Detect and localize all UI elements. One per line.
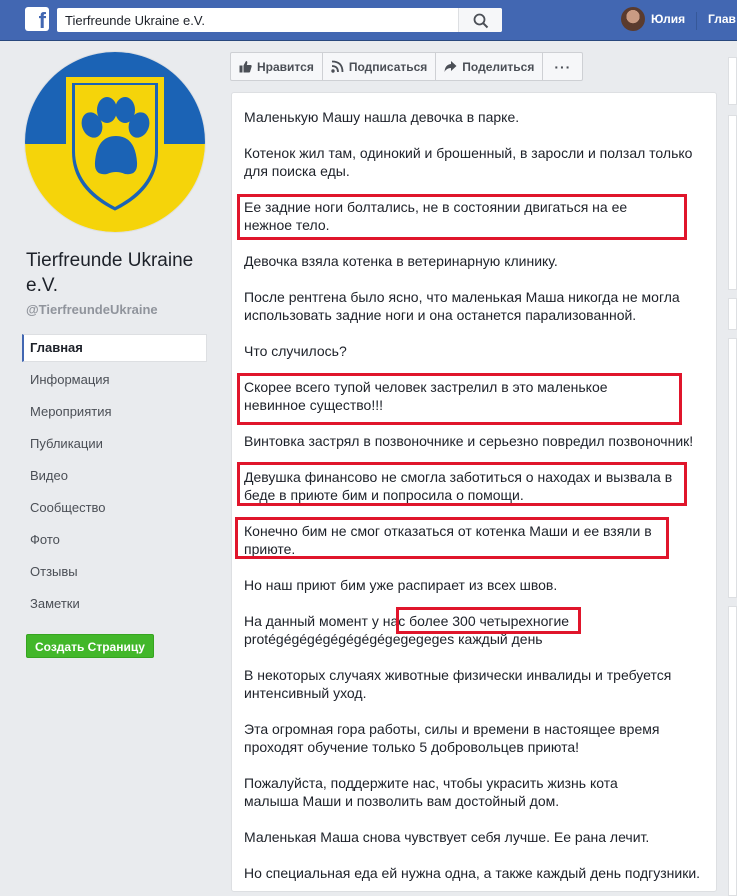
- rss-icon: [331, 60, 344, 73]
- post-paragraph: Эта огромная гора работы, силы и времени в настоящее время проходят обучение только 5 добровольцев приюта!: [244, 721, 660, 755]
- sidebar-item-photos[interactable]: Фото: [30, 532, 60, 547]
- search-input[interactable]: [57, 8, 457, 32]
- search-button[interactable]: [458, 8, 502, 32]
- share-label: Поделиться: [462, 59, 535, 74]
- page-handle[interactable]: @TierfreundeUkraine: [26, 302, 158, 317]
- post-paragraph: На данный момент у нас более 300 четырехногие protégégégégégégégégegegeges каждый день: [244, 613, 570, 647]
- post-paragraph: Котенок жил там, одинокий и брошенный, в заросли и ползал только для поиска еды.: [244, 145, 693, 179]
- highlight-box: [396, 607, 581, 634]
- sidebar-item-notes[interactable]: Заметки: [30, 596, 80, 611]
- post-paragraph: После рентгена было ясно, что маленькая Маша никогда не могла использовать задние ноги и она останется парализованной.: [244, 289, 680, 323]
- post-paragraph: Конечно бим не смог отказаться от котенка Маши и ее взяли в приюте.: [244, 523, 652, 557]
- highlight-box: [237, 194, 687, 240]
- page-sidebar-nav: [22, 334, 207, 622]
- right-column-card-edge: [728, 338, 737, 598]
- search-icon: [473, 13, 489, 29]
- create-page-button[interactable]: Создать Страницу: [26, 634, 154, 658]
- sidebar-item-events[interactable]: Мероприятия: [30, 404, 112, 419]
- user-avatar[interactable]: [621, 7, 645, 31]
- right-column-card-edge: [728, 298, 737, 330]
- sidebar-item-info[interactable]: Информация: [30, 372, 110, 387]
- right-column-card-edge: [728, 57, 737, 105]
- like-label: Нравится: [257, 59, 314, 74]
- sidebar-item-videos[interactable]: Видео: [30, 468, 68, 483]
- sidebar-item-home[interactable]: Главная: [22, 334, 207, 362]
- post-paragraph: Маленькую Машу нашла девочка в парке.: [244, 109, 520, 125]
- like-button[interactable]: [230, 52, 323, 81]
- page-profile-picture[interactable]: [25, 52, 205, 232]
- nav-divider: [696, 12, 697, 30]
- page-action-bar: [230, 52, 582, 81]
- post-paragraph: Но наш приют бим уже распирает из всех швов.: [244, 577, 558, 593]
- facebook-logo-icon[interactable]: f: [25, 7, 49, 31]
- post-paragraph: Девушка финансово не смогла заботиться о находах и вызвала в беде в приюте бим и попросила о помощи.: [244, 469, 673, 503]
- sidebar-item-community[interactable]: Сообщество: [30, 500, 106, 515]
- share-button[interactable]: [435, 52, 543, 81]
- post-paragraph: Винтовка застрял в позвоночнике и серьезно повредил позвоночник!: [244, 433, 694, 449]
- post-paragraph: Маленькая Маша снова чувствует себя лучше. Ее рана лечит.: [244, 829, 650, 845]
- highlight-box: [237, 462, 687, 506]
- right-column-card-edge: [728, 606, 737, 896]
- post-paragraph: Но специальная еда ей нужна одна, а также каждый день подгузники.: [244, 865, 701, 881]
- top-navigation-bar: [0, 0, 737, 41]
- thumbs-up-icon: [239, 60, 252, 73]
- post-paragraph: Пожалуйста, поддержите нас, чтобы украсить жизнь кота малыша Маши и позволить вам достойный дом.: [244, 775, 618, 809]
- paw-shield-logo-icon: [25, 52, 205, 232]
- home-link[interactable]: Глав: [708, 12, 736, 26]
- highlight-box: [235, 517, 669, 559]
- more-options-button[interactable]: [542, 52, 583, 81]
- follow-button[interactable]: [322, 52, 436, 81]
- right-column-card-edge: [728, 115, 737, 290]
- search-box: [57, 8, 502, 32]
- page-title[interactable]: Tierfreunde Ukraine e.V.: [26, 250, 194, 296]
- post-paragraph: Скорее всего тупой человек застрелил в это маленькое невинное существо!!!: [244, 379, 608, 413]
- share-arrow-icon: [444, 60, 457, 73]
- post-paragraph: Что случилось?: [244, 343, 347, 359]
- sidebar-item-posts[interactable]: Публикации: [30, 436, 103, 451]
- follow-label: Подписаться: [348, 59, 428, 74]
- highlight-box: [237, 373, 682, 425]
- user-name-link[interactable]: Юлия: [651, 12, 686, 26]
- post-paragraph: Девочка взяла котенка в ветеринарную клинику.: [244, 253, 558, 269]
- sidebar-item-reviews[interactable]: Отзывы: [30, 564, 78, 579]
- more-dots-icon: ···: [554, 58, 572, 75]
- post-paragraph: Ее задние ноги болтались, не в состоянии двигаться на ее нежное тело.: [244, 199, 628, 233]
- post-paragraph: В некоторых случаях животные физически инвалиды и требуется интенсивный уход.: [244, 667, 672, 701]
